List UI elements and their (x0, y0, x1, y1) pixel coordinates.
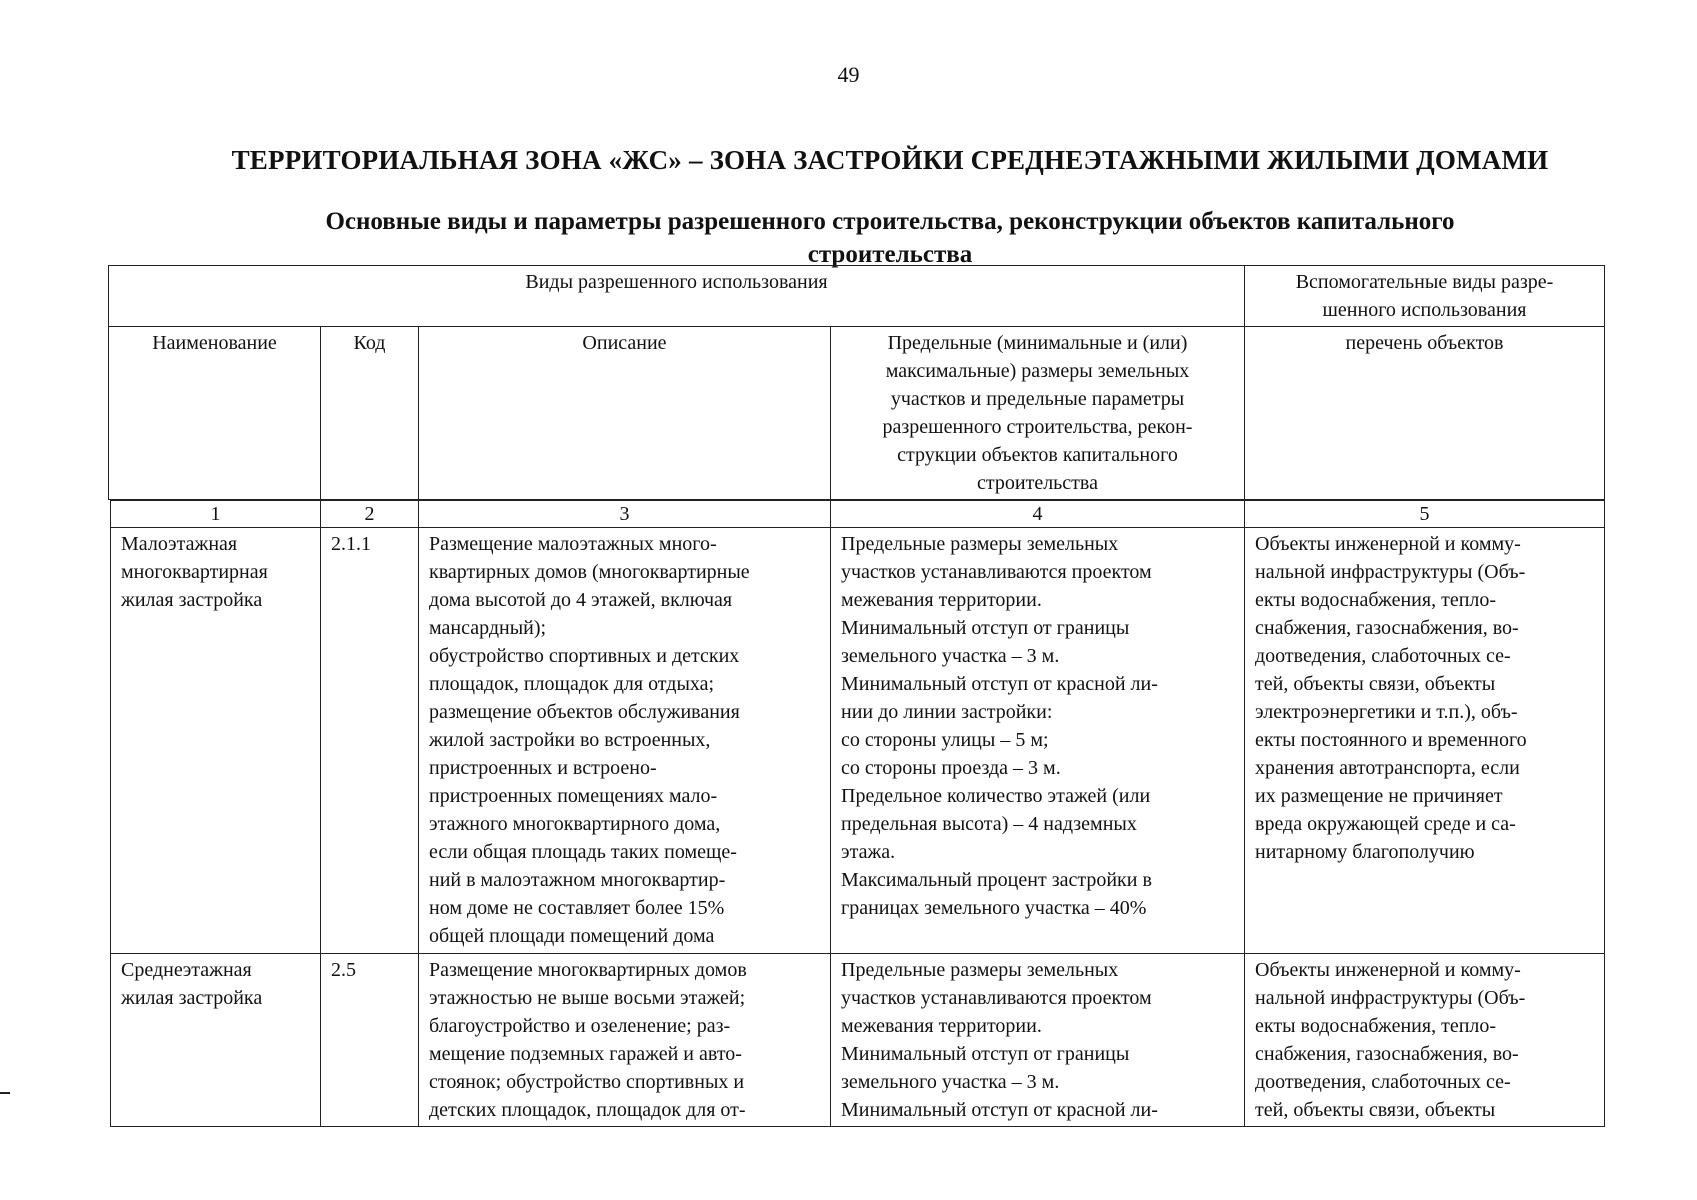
text-line: нальной инфраструктуры (Объ- (1255, 561, 1526, 583)
text-line: Предельные (минимальные и (или) (887, 332, 1188, 354)
column-header-name-text (115, 329, 314, 357)
text-line: Предельные размеры земельных (841, 959, 1119, 981)
table-row (111, 528, 1605, 954)
document-subtitle (200, 205, 1580, 271)
text-line: земельного участка – 3 м. (841, 1071, 1060, 1093)
text-line: предельная высота) – 4 надземных (841, 813, 1137, 835)
row-parameters-cell (831, 528, 1245, 954)
text-line: Максимальный процент застройки в (841, 869, 1152, 891)
row-description (429, 956, 820, 1124)
text-line: 2.1.1 (331, 533, 371, 555)
text-line: участков устанавливаются проектом (841, 987, 1152, 1009)
text-line: мансардный); (429, 617, 547, 639)
text-line: снабжения, газоснабжения, во- (1255, 1043, 1519, 1065)
text-line: благоустройство и озеленение; раз- (429, 1015, 731, 1037)
text-line: земельного участка – 3 м. (841, 645, 1060, 667)
text-line: Код (353, 332, 386, 354)
text-line: разрешенного строительства, рекон- (882, 416, 1193, 438)
text-line: Минимальный отступ от красной ли- (841, 673, 1158, 695)
column-number-2: 2 (321, 501, 419, 528)
text-line: ний в малоэтажном многоквартир- (429, 869, 726, 891)
text-line: нии до линии застройки: (841, 701, 1053, 723)
text-line: электроэнергетики и т.п.), объ- (1255, 701, 1518, 723)
text-line: вреда окружающей среде и са- (1255, 813, 1516, 835)
text-line: тей, объекты связи, объекты (1255, 673, 1496, 695)
column-header-code (321, 327, 419, 500)
text-line: со стороны проезда – 3 м. (841, 757, 1061, 779)
subtitle-line-1: Основные виды и параметры разрешенного строительства, реконструкции объектов капитального (325, 208, 1455, 235)
text-line: их размещение не причиняет (1255, 785, 1503, 807)
text-line: Минимальный отступ от красной ли- (841, 1099, 1158, 1121)
text-line: дома высотой до 4 этажей, включая (429, 589, 733, 611)
column-header-code-text (327, 329, 412, 357)
row-code (331, 956, 408, 984)
table-row (111, 954, 1605, 1127)
text-line: жилая застройка (121, 987, 263, 1009)
text-line: жилой застройки во встроенных, (429, 729, 711, 751)
text-line: пристроенных помещениях мало- (429, 785, 718, 807)
document-title: ТЕРРИТОРИАЛЬНАЯ ЗОНА «ЖС» – ЗОНА ЗАСТРОЙКИ СРЕДНЕЭТАЖНЫМИ ЖИЛЫМИ ДОМАМИ (231, 145, 1549, 175)
text-line: участков устанавливаются проектом (841, 561, 1152, 583)
text-line: ном доме не составляет более 15% (429, 897, 725, 919)
row-parameters (841, 530, 1234, 922)
text-line: шенного использования (1322, 299, 1527, 321)
text-line: размещение объектов обслуживания (429, 701, 740, 723)
row-auxiliary-objects (1255, 530, 1594, 866)
text-line: Виды разрешенного использования (525, 271, 828, 293)
text-line: многоквартирная (121, 561, 268, 583)
text-line: обустройство спортивных и детских (429, 645, 740, 667)
column-header-description (419, 327, 831, 500)
text-line: участков и предельные параметры (890, 388, 1185, 410)
text-line: максимальные) размеры земельных (885, 360, 1190, 382)
row-name (121, 956, 310, 1012)
row-code-cell (321, 528, 419, 954)
text-line: строительства (977, 472, 1098, 494)
text-line: доотведения, слаботочных се- (1255, 1071, 1511, 1093)
margin-mark (0, 1092, 10, 1094)
row-code (331, 530, 408, 558)
text-line: Минимальный отступ от границы (841, 617, 1130, 639)
text-line: екты водоснабжения, тепло- (1255, 1015, 1497, 1037)
column-number-3: 3 (419, 501, 831, 528)
table-header (108, 265, 1605, 500)
group-header-permitted-uses (109, 266, 1245, 327)
text-line: тей, объекты связи, объекты (1255, 1099, 1496, 1121)
column-header-parameters (831, 327, 1245, 500)
text-line: Объекты инженерной и комму- (1255, 533, 1521, 555)
text-line: Минимальный отступ от границы (841, 1043, 1130, 1065)
text-line: площадок, площадок для отдыха; (429, 673, 715, 695)
row-description-cell (419, 528, 831, 954)
row-name-cell (111, 528, 321, 954)
text-line: межевания территории. (841, 589, 1042, 611)
column-header-description-text (425, 329, 824, 357)
text-line: перечень объектов (1345, 332, 1504, 354)
row-auxiliary-cell (1245, 528, 1605, 954)
row-name-cell (111, 954, 321, 1127)
text-line: нальной инфраструктуры (Объ- (1255, 987, 1526, 1009)
text-line: Вспомогательные виды разре- (1295, 271, 1554, 293)
row-auxiliary-cell (1245, 954, 1605, 1127)
row-name (121, 530, 310, 614)
text-line: струкции объектов капитального (897, 444, 1178, 466)
text-line: пристроенных и встроено- (429, 757, 657, 779)
column-header-name (109, 327, 321, 500)
text-line: екты водоснабжения, тепло- (1255, 589, 1497, 611)
text-line: екты постоянного и временного (1255, 729, 1527, 751)
text-line: Описание (582, 332, 667, 354)
group-header-auxiliary-uses-text (1251, 268, 1598, 324)
column-number-1: 1 (111, 501, 321, 528)
text-line: квартирных домов (многоквартирные (429, 561, 750, 583)
column-number-5: 5 (1245, 501, 1605, 528)
text-line: этажностью не выше восьми этажей; (429, 987, 746, 1009)
subtitle-line-2: строительства (807, 241, 973, 268)
row-auxiliary-objects (1255, 956, 1594, 1124)
row-description-cell (419, 954, 831, 1127)
column-header-parameters-text (837, 329, 1238, 497)
row-parameters-cell (831, 954, 1245, 1127)
row-code-cell (321, 954, 419, 1127)
text-line: границах земельного участка – 40% (841, 897, 1147, 919)
text-line: Размещение многоквартирных домов (429, 959, 747, 981)
text-line: этажа. (841, 841, 896, 863)
text-line: снабжения, газоснабжения, во- (1255, 617, 1519, 639)
text-line: Наименование (152, 332, 277, 354)
group-header-permitted-uses-text (115, 268, 1238, 296)
table-body (110, 500, 1605, 1127)
text-line: доотведения, слаботочных се- (1255, 645, 1511, 667)
column-header-object-list-text (1251, 329, 1598, 357)
text-line: Предельное количество этажей (или (841, 785, 1151, 807)
text-line: со стороны улицы – 5 м; (841, 729, 1049, 751)
column-header-object-list (1245, 327, 1605, 500)
text-line: нитарному благополучию (1255, 841, 1475, 863)
text-line: Размещение малоэтажных много- (429, 533, 717, 555)
column-number-4: 4 (831, 501, 1245, 528)
text-line: мещение подземных гаражей и авто- (429, 1043, 742, 1065)
text-line: межевания территории. (841, 1015, 1042, 1037)
text-line: этажного многоквартирного дома, (429, 813, 721, 835)
text-line: детских площадок, площадок для от- (429, 1099, 746, 1121)
text-line: Малоэтажная (121, 533, 238, 555)
row-description (429, 530, 820, 950)
text-line: 2.5 (331, 959, 356, 981)
row-parameters (841, 956, 1234, 1124)
text-line: если общая площадь таких помеще- (429, 841, 737, 863)
text-line: стоянок; обустройство спортивных и (429, 1071, 745, 1093)
text-line: Предельные размеры земельных (841, 533, 1119, 555)
text-line: общей площади помещений дома (429, 925, 715, 947)
text-line: Среднеэтажная (121, 959, 252, 981)
group-header-auxiliary-uses (1245, 266, 1605, 327)
text-line: Объекты инженерной и комму- (1255, 959, 1521, 981)
page-number: 49 (837, 62, 860, 87)
text-line: хранения автотранспорта, если (1255, 757, 1520, 779)
text-line: жилая застройка (121, 589, 263, 611)
